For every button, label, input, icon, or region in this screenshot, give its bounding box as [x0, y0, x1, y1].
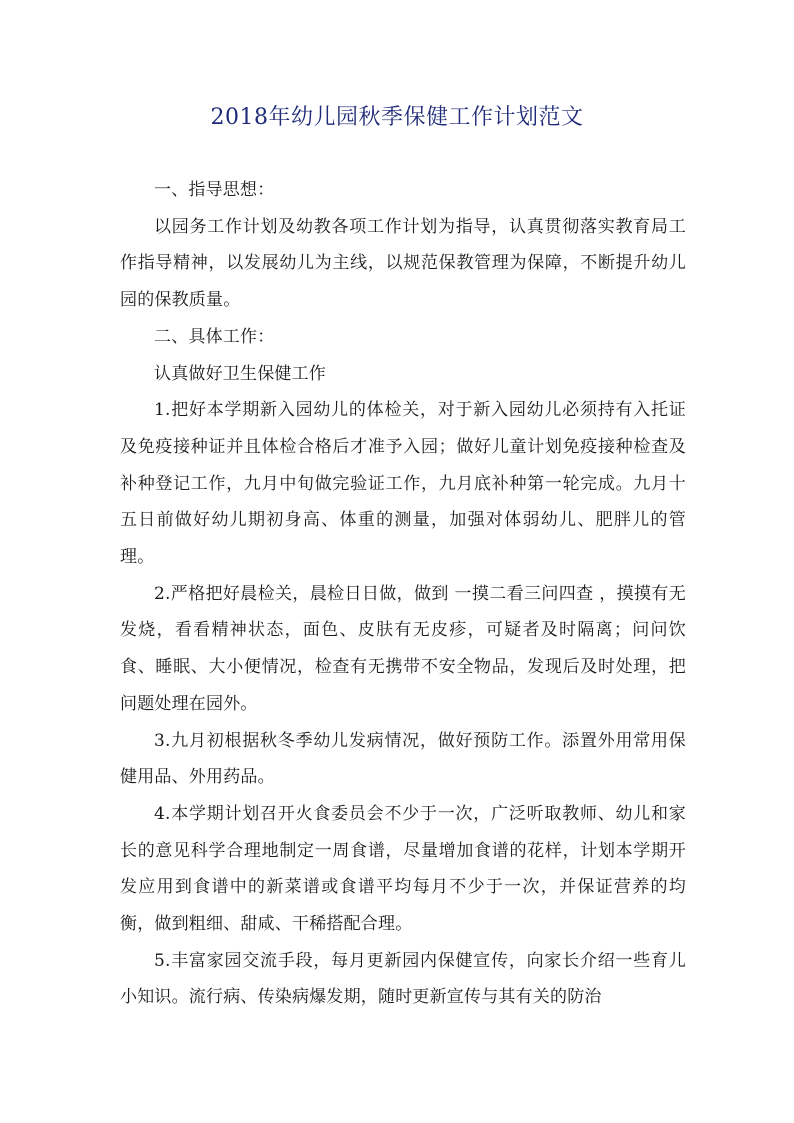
heading-specific-work: 二、具体工作： [154, 326, 275, 347]
paragraph-item-4: 4.本学期计划召开火食委员会不少于一次，广泛听取教师、幼儿和家长的意见科学合理地制定一周食谱，尽量增加食谱的花样，计划本学期开发应用到食谱中的新菜谱或食谱平均每月不少于一次，并保证营养的均衡，做到粗细、甜咸、干稀搭配合理。 [120, 803, 686, 935]
paragraph-item-2: 2.严格把好晨检关，晨检日日做，做到 一摸二看三问四查 ，摸摸有无发烧，看看精神状态，面色、皮肤有无皮疹，可疑者及时隔离；问问饮食、睡眠、大小便情况，检查有无携带不安全物品，发现后及时处理，把问题处理在园外。 [120, 583, 686, 714]
subheading-health-care: 认真做好卫生保健工作 [154, 363, 326, 384]
paragraph-item-3: 3.九月初根据秋冬季幼儿发病情况，做好预防工作。添置外用常用保健用品、外用药品。 [120, 730, 686, 788]
heading-guiding-ideology: 一、指导思想： [154, 180, 275, 200]
paragraph-item-5: 5.丰富家园交流手段，每月更新园内保健宣传，向家长介绍一些育儿小知识。流行病、传染病爆发期，随时更新宣传与其有关的防治 [120, 950, 686, 1008]
paragraph-guiding-ideology: 以园务工作计划及幼教各项工作计划为指导，认真贯彻落实教育局工作指导精神，以发展幼儿为主线，以规范保教管理为保障，不断提升幼儿园的保教质量。 [120, 216, 686, 311]
document-body [120, 172, 686, 1016]
document-title: 2018年幼儿园秋季保健工作计划范文 [210, 105, 584, 130]
paragraph-item-1: 1.把好本学期新入园幼儿的体检关，对于新入园幼儿必须持有入托证及免疫接种证并且体检合格后才准予入园；做好儿童计划免疫接种检查及补种登记工作，九月中旬做完验证工作，九月底补种第一轮完成。九月十五日前做好幼儿期初身高、体重的测量，加强对体弱幼儿、肥胖儿的管理。 [120, 400, 686, 568]
